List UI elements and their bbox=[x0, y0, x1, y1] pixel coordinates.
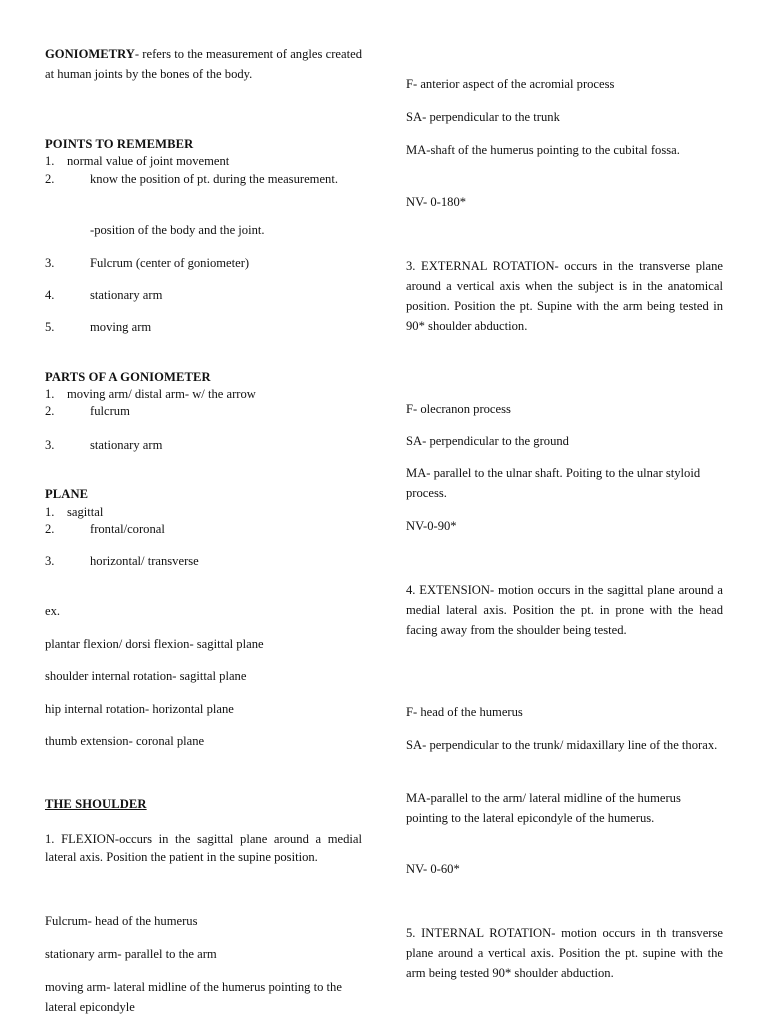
external-rotation-f: F- olecranon process bbox=[406, 402, 511, 416]
points-item-5: 5. moving arm bbox=[45, 320, 152, 334]
flexion-ma: MA-shaft of the humerus pointing to the cubital fossa. bbox=[406, 143, 680, 157]
example-2: shoulder internal rotation- sagittal plane bbox=[45, 669, 247, 683]
extension-f: F- head of the humerus bbox=[406, 705, 523, 719]
plane-item-3: 3. horizontal/ transverse bbox=[45, 554, 199, 568]
plane-heading: PLANE bbox=[45, 487, 89, 501]
goniometry-term: GONIOMETRY bbox=[45, 47, 135, 61]
external-rotation-sa: SA- perpendicular to the ground bbox=[406, 434, 569, 448]
extension-nv: NV- 0-60* bbox=[406, 862, 460, 876]
external-rotation-nv: NV-0-90* bbox=[406, 519, 457, 533]
flexion-paragraph: 1. FLEXION-occurs in the sagittal plane around a medial lateral axis. Position the patient in the supine position. bbox=[45, 832, 362, 864]
goniometry-definition bbox=[45, 44, 362, 84]
example-4: thumb extension- coronal plane bbox=[45, 734, 205, 748]
points-item-4: 4. stationary arm bbox=[45, 288, 163, 302]
external-rotation-ma: MA- parallel to the ulnar shaft. Poiting to the ulnar styloid process. bbox=[406, 466, 701, 500]
points-item-2-sub: -position of the body and the joint. bbox=[90, 223, 265, 237]
points-item-2: 2. know the position of pt. during the measurement. bbox=[45, 172, 338, 186]
parts-item-3: 3. stationary arm bbox=[45, 438, 163, 452]
internal-rotation-paragraph: 5. INTERNAL ROTATION- motion occurs in th transverse plane around a vertical axis. Position the pt. supine with the arm being tested 90* shoulder abduction. bbox=[406, 926, 723, 980]
example-1: plantar flexion/ dorsi flexion- sagittal plane bbox=[45, 637, 264, 651]
parts-heading: PARTS OF A GONIOMETER bbox=[45, 370, 211, 384]
plane-item-1: 1. sagittal bbox=[45, 505, 104, 519]
extension-sa: SA- perpendicular to the trunk/ midaxillary line of the thorax. bbox=[406, 738, 718, 752]
example-3: hip internal rotation- horizontal plane bbox=[45, 702, 234, 716]
example-label: ex. bbox=[45, 604, 61, 618]
flexion-f: F- anterior aspect of the acromial process bbox=[406, 77, 615, 91]
points-heading: POINTS TO REMEMBER bbox=[45, 137, 194, 151]
flexion-stationary-arm: stationary arm- parallel to the arm bbox=[45, 947, 217, 961]
extension-paragraph: 4. EXTENSION- motion occurs in the sagittal plane around a medial lateral axis. Position the pt. in prone with the head facing away from the shoulder being tested. bbox=[406, 583, 723, 637]
external-rotation-paragraph: 3. EXTERNAL ROTATION- occurs in the transverse plane around a vertical axis when the subject is in the anatomical position. Position the pt. Supine with the arm being tested in 90* shoulder abduction. bbox=[406, 259, 723, 333]
parts-item-1: 1. moving arm/ distal arm- w/ the arrow bbox=[45, 387, 256, 401]
flexion-nv: NV- 0-180* bbox=[406, 195, 467, 209]
points-item-1: 1. normal value of joint movement bbox=[45, 154, 230, 168]
parts-item-2: 2. fulcrum bbox=[45, 404, 130, 418]
plane-item-2: 2. frontal/coronal bbox=[45, 522, 165, 536]
extension-ma: MA-parallel to the arm/ lateral midline of the humerus pointing to the lateral epicondyle of the humerus. bbox=[406, 791, 681, 825]
flexion-moving-arm: moving arm- lateral midline of the humerus pointing to the lateral epicondyle bbox=[45, 980, 342, 1014]
goniometry-def: - refers to the measurement of angles created at human joints by the bones of the body. bbox=[45, 47, 362, 81]
flexion-sa: SA- perpendicular to the trunk bbox=[406, 110, 560, 124]
shoulder-heading: THE SHOULDER bbox=[45, 797, 147, 811]
flexion-fulcrum: Fulcrum- head of the humerus bbox=[45, 914, 198, 928]
points-item-3: 3. Fulcrum (center of goniometer) bbox=[45, 256, 250, 270]
